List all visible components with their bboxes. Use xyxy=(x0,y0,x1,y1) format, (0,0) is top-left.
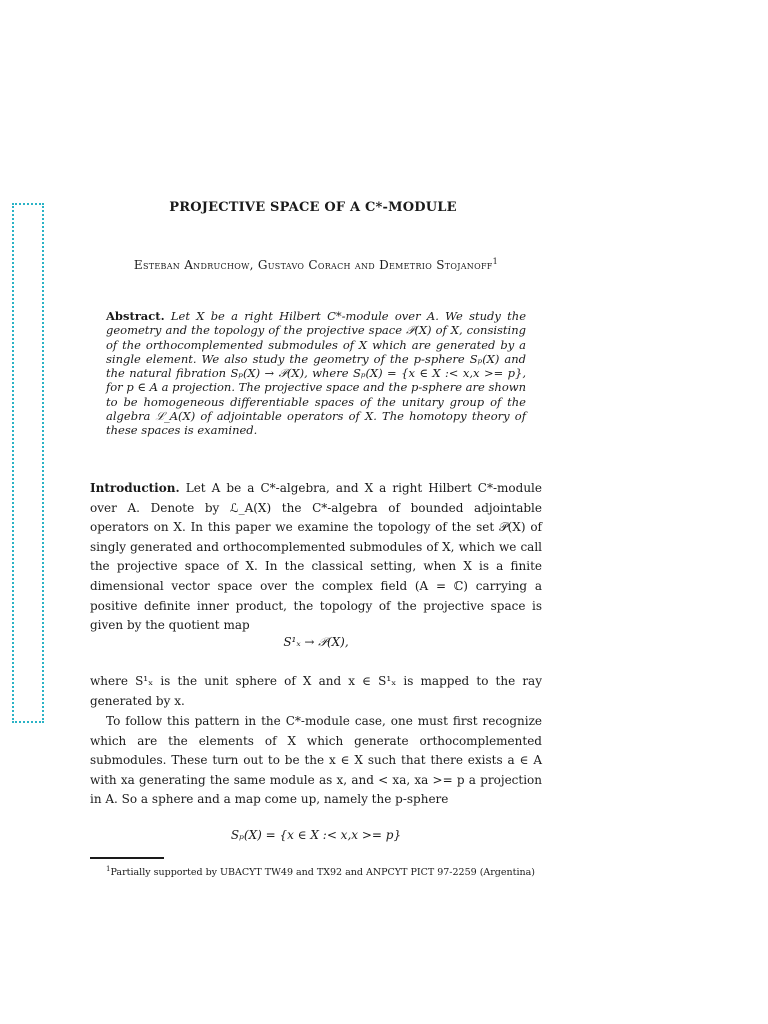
paragraph-where: where S¹ₓ is the unit sphere of X and x ∈ S¹ₓ is mapped to the ray generated by x. xyxy=(90,674,542,708)
introduction-heading: Introduction. xyxy=(90,481,180,495)
footnote-text: Partially supported by UBACYT TW49 and TX92 and ANPCYT PICT 97-2259 (Argentina) xyxy=(110,867,535,879)
display-equation-p-sphere: Sₚ(X) = {x ∈ X :< x,x >= p} xyxy=(230,828,402,842)
footnote-mark: 1 xyxy=(106,865,111,873)
abstract-block xyxy=(106,309,526,438)
footnote-rule xyxy=(90,857,164,859)
author-footnote-mark: 1 xyxy=(492,257,499,266)
display-equation-quotient-map: S¹ₓ → 𝒫(X), xyxy=(283,635,349,649)
introduction-text: Let A be a C*-algebra, and X a right Hilbert C*-module over A. Denote by ℒ_A(X) the C*-algebra of bounded adjointable operators on X. In this paper we examine the topology of the set 𝒫(X) of singly generated and orthocomplemented submodules of X, which we call the projective space of X. In the classical setting, when X is a finite dimensional vector space over the complex field (A = ℂ) carrying a positive definite inner product, the topology of the projective space is given by the quotient map xyxy=(90,481,542,633)
abstract-text: Let X be a right Hilbert C*-module over A. We study the geometry and the topology of the projective space 𝒫(X) of X, consisting of the orthocomplemented submodules of X which are generated by a single element. We also study the geometry of the p-sphere Sₚ(X) and the natural fibration Sₚ(X) → 𝒫(X), where Sₚ(X) = {x ∈ X :< x,x >= p}, for p ∈ A a projection. The projective space and the p-sphere are shown to be homogeneous differentiable spaces of the unitary group of the algebra ℒ_A(X) of adjointable operators of X. The homotopy theory of these spaces is examined. xyxy=(106,309,527,438)
introduction-paragraph xyxy=(90,479,542,636)
paragraph-follow: To follow this pattern in the C*-module case, one must first recognize which are the elements of X which generate orthocomplemented submodules. These turn out to be the x ∈ X such that there exists a ∈ A with xa generating the same module as x, and < xa, xa >= p a projection in A. So a sphere and a map come up, namely the p-sphere xyxy=(90,714,542,807)
author-names: Esteban Andruchow, Gustavo Corach and Demetrio Stojanoff xyxy=(133,258,493,272)
footnote xyxy=(106,863,566,879)
paper-title: PROJECTIVE SPACE OF A C*-MODULE xyxy=(169,200,457,215)
author-line xyxy=(0,257,632,272)
abstract-heading: Abstract. xyxy=(106,309,165,323)
